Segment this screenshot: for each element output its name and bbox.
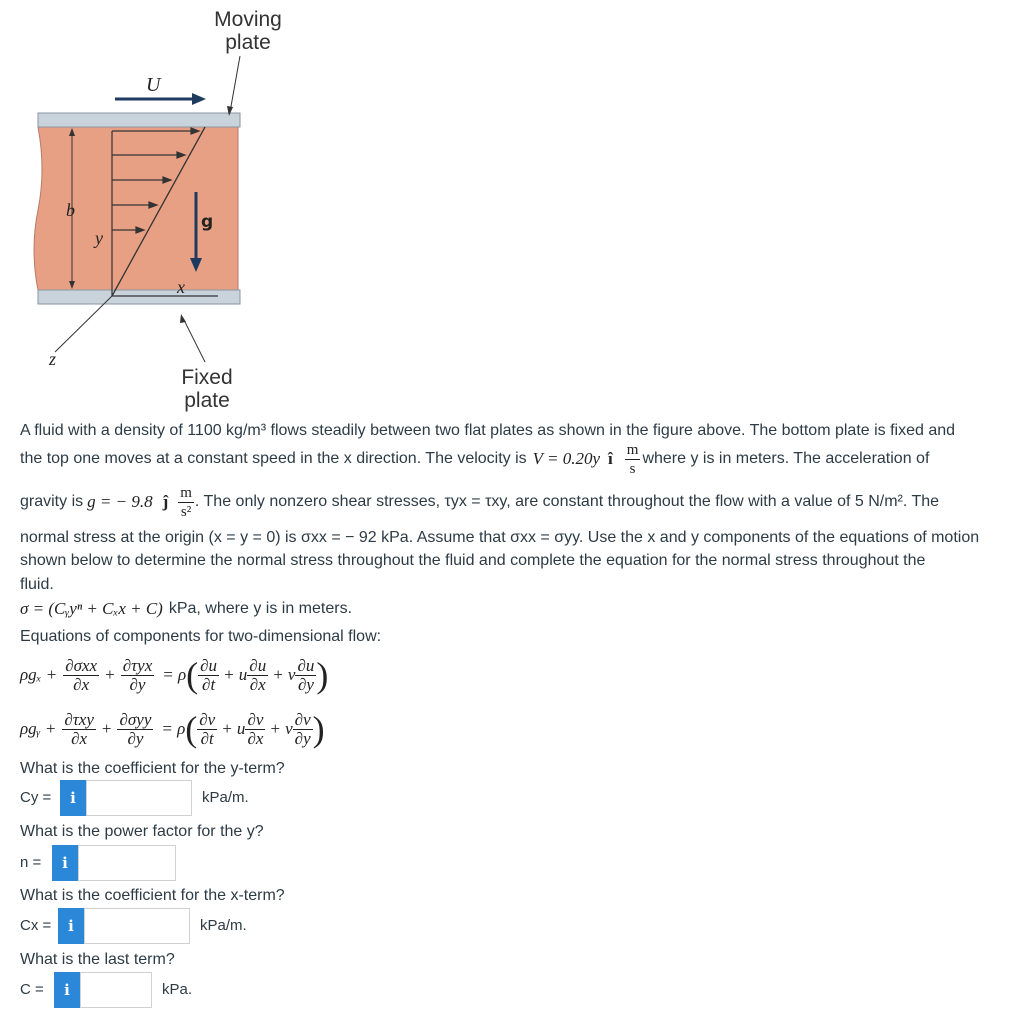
cy-input[interactable]: [86, 780, 192, 816]
problem-line-3: gravity is g = − 9.8 ĵ $\frac{m}{\text{s²}}$ . The only nonzero shear stresses, τyx = τxy, are constant throughout the flow with a value of 5 N/m². The: [20, 484, 940, 520]
label-b: b: [66, 200, 75, 220]
cx-label: Cx =: [20, 917, 52, 934]
info-icon[interactable]: i: [54, 972, 80, 1008]
moving-plate: [38, 113, 240, 127]
question-4-row: [20, 972, 192, 1008]
flow-diagram: [0, 0, 260, 412]
gravity-expression: g = − 9.8: [87, 492, 153, 511]
cx-unit: kPa/m.: [200, 917, 247, 934]
question-1-prompt: What is the coefficient for the y-term?: [20, 760, 285, 777]
fluid-region: [34, 127, 238, 290]
fixed-plate: [38, 290, 240, 304]
cx-input[interactable]: [84, 908, 190, 944]
info-icon[interactable]: i: [60, 780, 86, 816]
problem-line-4: normal stress at the origin (x = y = 0) is σxx = − 92 kPa. Assume that σxx = σyy. Use the x and y components of the equations of motion: [20, 529, 980, 546]
moving-plate-label: Moving plate: [214, 8, 282, 54]
flow-figure: [0, 0, 282, 412]
sigma-equation: σ = (Cᵧyⁿ + Cₓx + C) kPa, where y is in meters.: [20, 599, 353, 618]
label-z: z: [49, 349, 57, 369]
c-label: C =: [20, 981, 44, 998]
question-1-row: [20, 780, 249, 816]
info-icon[interactable]: i: [52, 845, 78, 881]
n-label: n =: [20, 854, 42, 871]
question-3-prompt: What is the coefficient for the x-term?: [20, 887, 285, 904]
cy-unit: kPa/m.: [202, 789, 249, 806]
y-momentum-equation: ρgᵧ + $\frac{\text{∂τxy}}{\partial x}$ + $\frac{\text{∂σyy}}{\partial y}$ = ρ ( $\frac{\partial v}{\partial t}$ + u $\frac{\partial v}{\partial x}$ + v $\frac{\partial v}{\partial y}$ ): [20, 709, 325, 749]
c-unit: kPa.: [162, 981, 193, 998]
x-momentum-equation: ρgₓ + $\frac{\text{∂σxx}}{\partial x}$ + $\frac{\text{∂τyx}}{\partial y}$ = ρ ( $\frac{\partial u}{\partial t}$ + u $\frac{\partial u}{\partial x}$ + v $\frac{\partial u}{\partial y}$ ): [20, 655, 329, 695]
fixed-plate-label: Fixed plate: [181, 366, 233, 412]
question-2-prompt: What is the power factor for the y?: [20, 823, 264, 840]
equations-heading: Equations of components for two-dimensional flow:: [20, 628, 382, 645]
problem-line-5: shown below to determine the normal stress throughout the fluid and complete the equation for the normal stress throughout the: [20, 552, 926, 569]
unit-vector-i: î: [608, 449, 613, 468]
c-input[interactable]: [80, 972, 152, 1008]
cy-label: Cy =: [20, 789, 52, 806]
info-icon[interactable]: i: [58, 908, 84, 944]
question-4-prompt: What is the last term?: [20, 951, 175, 968]
sigma-expression: σ = (Cᵧyⁿ + Cₓx + C): [20, 599, 163, 618]
question-2-row: [20, 845, 176, 881]
label-U: U: [146, 74, 161, 96]
velocity-expression: V = 0.20y: [532, 449, 601, 468]
label-y: y: [95, 228, 103, 248]
problem-line-6: fluid.: [20, 576, 54, 593]
question-3-row: [20, 908, 247, 944]
unit-m-per-s2: $\frac{m}{\text{s²}}$: [180, 484, 192, 520]
problem-line-1: A fluid with a density of 1100 kg/m³ flows steadily between two flat plates as shown in the figure above. The bottom plate is fixed and: [20, 422, 956, 439]
label-x: x: [177, 277, 185, 297]
unit-vector-j: ĵ: [162, 492, 169, 511]
n-input[interactable]: [78, 845, 176, 881]
label-g: g: [201, 212, 214, 232]
problem-line-2: the top one moves at a constant speed in the x direction. The velocity is V = 0.20y î $\frac{m}{s}$ where y is in meters. The acceleration of: [20, 441, 930, 477]
unit-m-per-s: $\frac{m}{s}$: [626, 441, 639, 477]
